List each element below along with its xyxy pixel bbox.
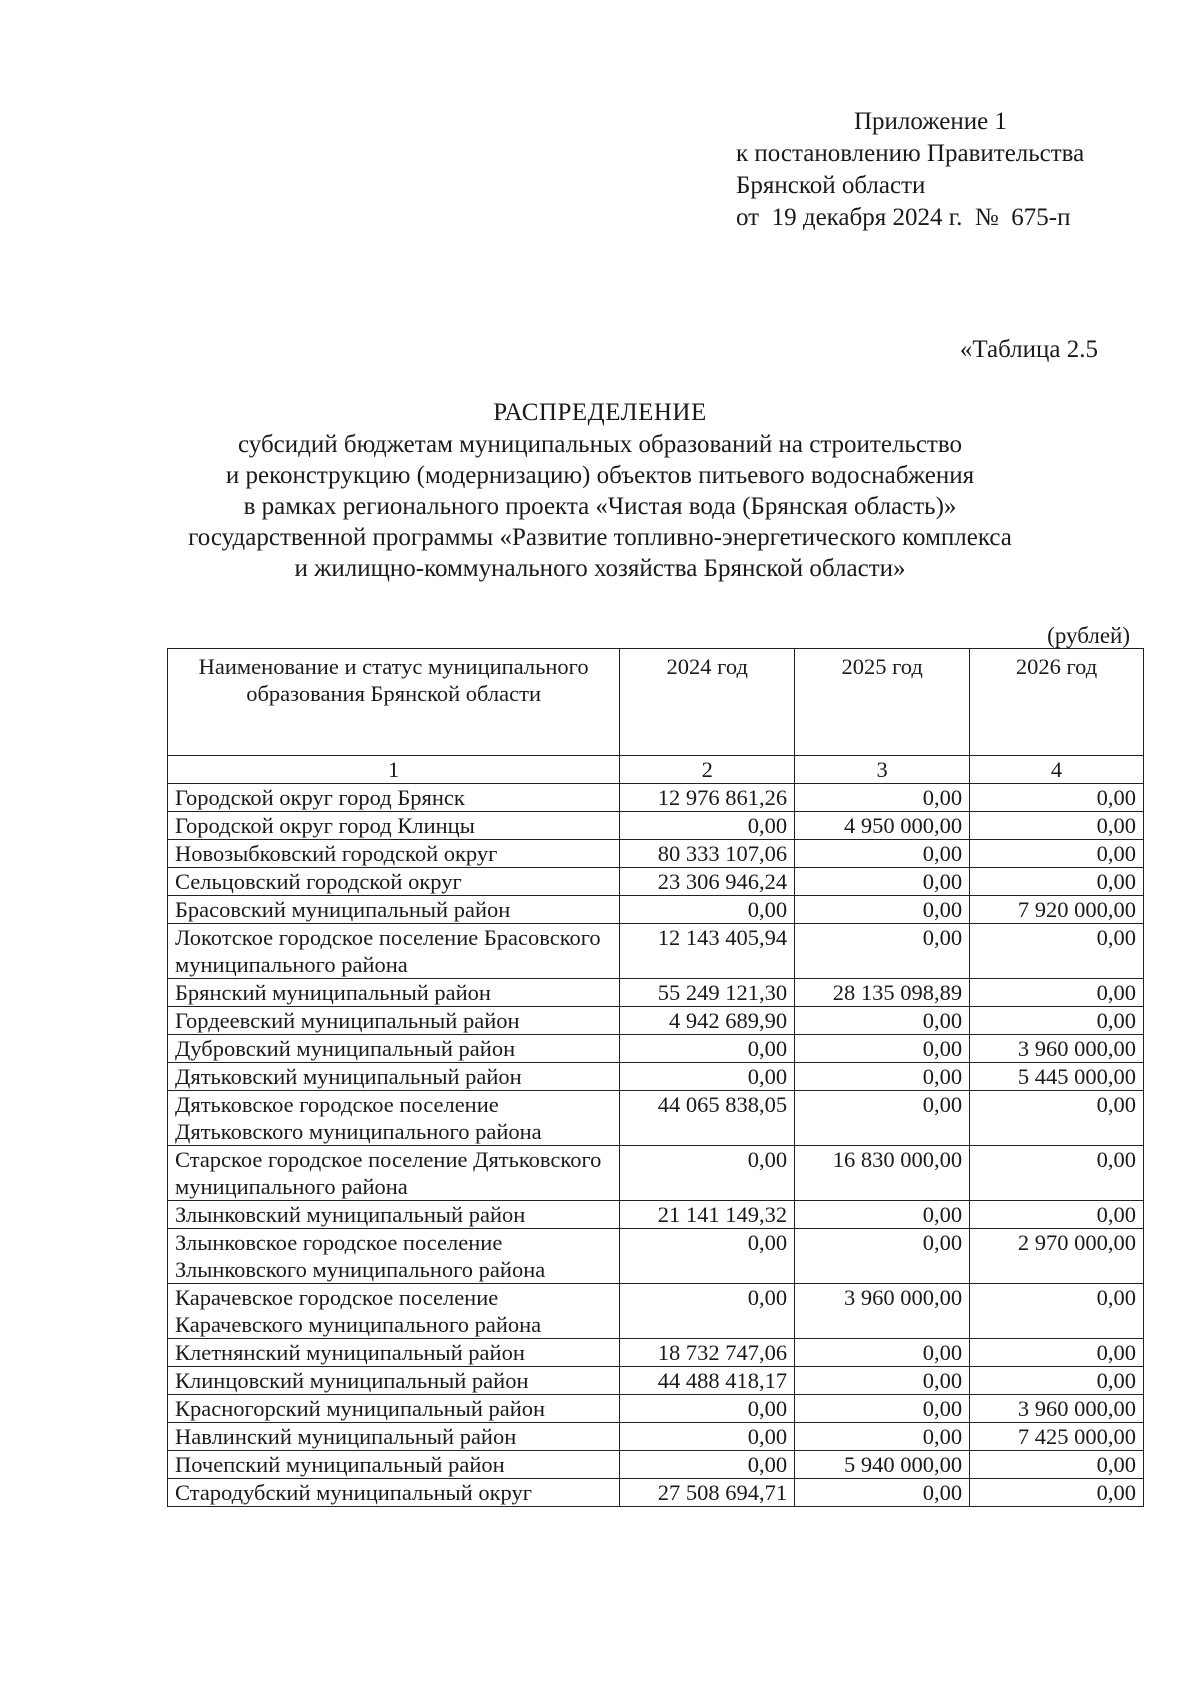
value-2026: 0,00 [970, 1367, 1144, 1395]
table-row [168, 1284, 1144, 1339]
value-2024: 0,00 [620, 1284, 795, 1339]
value-2026: 0,00 [970, 1339, 1144, 1367]
value-2024: 23 306 946,24 [620, 868, 795, 896]
value-2026: 3 960 000,00 [970, 1395, 1144, 1423]
value-2024: 80 333 107,06 [620, 840, 795, 868]
header-2026: 2026 год [970, 649, 1144, 756]
table-row [168, 1229, 1144, 1284]
value-2026: 5 445 000,00 [970, 1063, 1144, 1091]
title-line-5: и жилищно-коммунального хозяйства Брянской области» [294, 555, 906, 582]
table-row [168, 1395, 1144, 1423]
municipality-name: Городской округ город Брянск [168, 784, 620, 812]
table-row [168, 868, 1144, 896]
table-row [168, 1339, 1144, 1367]
municipality-name: Дятьковское городское поселение Дятьковского муниципального района [168, 1091, 620, 1146]
value-2024: 27 508 694,71 [620, 1479, 795, 1507]
table-row [168, 840, 1144, 868]
value-2026: 0,00 [970, 812, 1144, 840]
value-2024: 0,00 [620, 1395, 795, 1423]
value-2025: 0,00 [795, 1035, 970, 1063]
value-2025: 0,00 [795, 1479, 970, 1507]
value-2025: 28 135 098,89 [795, 979, 970, 1007]
municipality-name: Городской округ город Клинцы [168, 812, 620, 840]
municipality-name: Брасовский муниципальный район [168, 896, 620, 924]
header-row [168, 649, 1144, 756]
value-2026: 0,00 [970, 1007, 1144, 1035]
header-2024: 2024 год [620, 649, 795, 756]
value-2025: 16 830 000,00 [795, 1146, 970, 1201]
value-2025: 0,00 [795, 1395, 970, 1423]
appendix-line-4: от 19 декабря 2024 г. № 675-п [736, 204, 1071, 231]
value-2024: 18 732 747,06 [620, 1339, 795, 1367]
value-2024: 0,00 [620, 1146, 795, 1201]
table-body [168, 784, 1144, 1507]
value-2024: 0,00 [620, 1423, 795, 1451]
value-2026: 0,00 [970, 1091, 1144, 1146]
value-2024: 0,00 [620, 1229, 795, 1284]
distribution-table [167, 648, 1144, 1507]
table-row [168, 1035, 1144, 1063]
value-2026: 0,00 [970, 924, 1144, 979]
header-name: Наименование и статус муниципального образования Брянской области [168, 649, 620, 756]
value-2024: 0,00 [620, 896, 795, 924]
value-2026: 0,00 [970, 1201, 1144, 1229]
value-2025: 0,00 [795, 840, 970, 868]
municipality-name: Клинцовский муниципальный район [168, 1367, 620, 1395]
municipality-name: Дятьковский муниципальный район [168, 1063, 620, 1091]
table-row [168, 1367, 1144, 1395]
value-2026: 0,00 [970, 868, 1144, 896]
table-row [168, 1201, 1144, 1229]
unit-label: (рублей) [1047, 623, 1130, 648]
column-number: 1 [168, 756, 620, 784]
value-2025: 5 940 000,00 [795, 1451, 970, 1479]
value-2026: 0,00 [970, 840, 1144, 868]
value-2026: 0,00 [970, 1146, 1144, 1201]
value-2025: 0,00 [795, 1091, 970, 1146]
title-line-3: в рамках регионального проекта «Чистая вода (Брянская область)» [243, 493, 957, 520]
appendix-line-1: Приложение 1 [854, 108, 1007, 135]
value-2025: 0,00 [795, 896, 970, 924]
value-2025: 4 950 000,00 [795, 812, 970, 840]
value-2026: 3 960 000,00 [970, 1035, 1144, 1063]
appendix-line-3: Брянской области [736, 172, 926, 199]
appendix-block [736, 106, 1084, 234]
municipality-name: Навлинский муниципальный район [168, 1423, 620, 1451]
value-2024: 0,00 [620, 1063, 795, 1091]
value-2025: 0,00 [795, 868, 970, 896]
value-2025: 0,00 [795, 1063, 970, 1091]
table-row [168, 1007, 1144, 1035]
municipality-name: Дубровский муниципальный район [168, 1035, 620, 1063]
value-2024: 12 976 861,26 [620, 784, 795, 812]
table-row [168, 924, 1144, 979]
municipality-name: Красногорский муниципальный район [168, 1395, 620, 1423]
table-row [168, 1479, 1144, 1507]
value-2025: 0,00 [795, 1229, 970, 1284]
value-2025: 0,00 [795, 1367, 970, 1395]
value-2024: 44 065 838,05 [620, 1091, 795, 1146]
value-2024: 0,00 [620, 1035, 795, 1063]
value-2026: 2 970 000,00 [970, 1229, 1144, 1284]
column-number-row [168, 756, 1144, 784]
value-2024: 0,00 [620, 1451, 795, 1479]
value-2024: 12 143 405,94 [620, 924, 795, 979]
value-2025: 0,00 [795, 1007, 970, 1035]
municipality-name: Гордеевский муниципальный район [168, 1007, 620, 1035]
value-2026: 0,00 [970, 1479, 1144, 1507]
value-2025: 0,00 [795, 1423, 970, 1451]
table-row [168, 1091, 1144, 1146]
table-row [168, 896, 1144, 924]
municipality-name: Почепский муниципальный район [168, 1451, 620, 1479]
value-2025: 0,00 [795, 784, 970, 812]
value-2025: 3 960 000,00 [795, 1284, 970, 1339]
value-2024: 0,00 [620, 812, 795, 840]
title-line-2: и реконструкцию (модернизацию) объектов питьевого водоснабжения [225, 462, 975, 489]
table-row [168, 1423, 1144, 1451]
table-row [168, 812, 1144, 840]
table-row [168, 1146, 1144, 1201]
municipality-name: Брянский муниципальный район [168, 979, 620, 1007]
value-2026: 7 425 000,00 [970, 1423, 1144, 1451]
value-2026: 7 920 000,00 [970, 896, 1144, 924]
column-number: 4 [970, 756, 1144, 784]
title-heading: РАСПРЕДЕЛЕНИЕ [493, 399, 707, 426]
value-2024: 21 141 149,32 [620, 1201, 795, 1229]
municipality-name: Сельцовский городской округ [168, 868, 620, 896]
column-number: 2 [620, 756, 795, 784]
value-2025: 0,00 [795, 1339, 970, 1367]
value-2026: 0,00 [970, 1451, 1144, 1479]
table-reference: «Таблица 2.5 [959, 336, 1098, 363]
table-row [168, 1063, 1144, 1091]
table-row [168, 1451, 1144, 1479]
table-row [168, 979, 1144, 1007]
municipality-name: Клетнянский муниципальный район [168, 1339, 620, 1367]
value-2026: 0,00 [970, 1284, 1144, 1339]
value-2024: 4 942 689,90 [620, 1007, 795, 1035]
table-row [168, 784, 1144, 812]
title-line-4: государственной программы «Развитие топливно-энергетического комплекса [188, 524, 1012, 551]
appendix-line-2: к постановлению Правительства [736, 140, 1085, 167]
value-2025: 0,00 [795, 1201, 970, 1229]
municipality-name: Карачевское городское поселение Карачевского муниципального района [168, 1284, 620, 1339]
municipality-name: Злынковский муниципальный район [168, 1201, 620, 1229]
value-2025: 0,00 [795, 924, 970, 979]
title-line-1: субсидий бюджетам муниципальных образований на строительство [238, 431, 962, 458]
municipality-name: Локотское городское поселение Брасовского муниципального района [168, 924, 620, 979]
municipality-name: Злынковское городское поселение Злынковского муниципального района [168, 1229, 620, 1284]
header-2025: 2025 год [795, 649, 970, 756]
value-2026: 0,00 [970, 784, 1144, 812]
value-2026: 0,00 [970, 979, 1144, 1007]
column-number: 3 [795, 756, 970, 784]
document-title [150, 397, 1050, 584]
municipality-name: Новозыбковский городской округ [168, 840, 620, 868]
value-2024: 44 488 418,17 [620, 1367, 795, 1395]
municipality-name: Старское городское поселение Дятьковского муниципального района [168, 1146, 620, 1201]
value-2024: 55 249 121,30 [620, 979, 795, 1007]
municipality-name: Стародубский муниципальный округ [168, 1479, 620, 1507]
